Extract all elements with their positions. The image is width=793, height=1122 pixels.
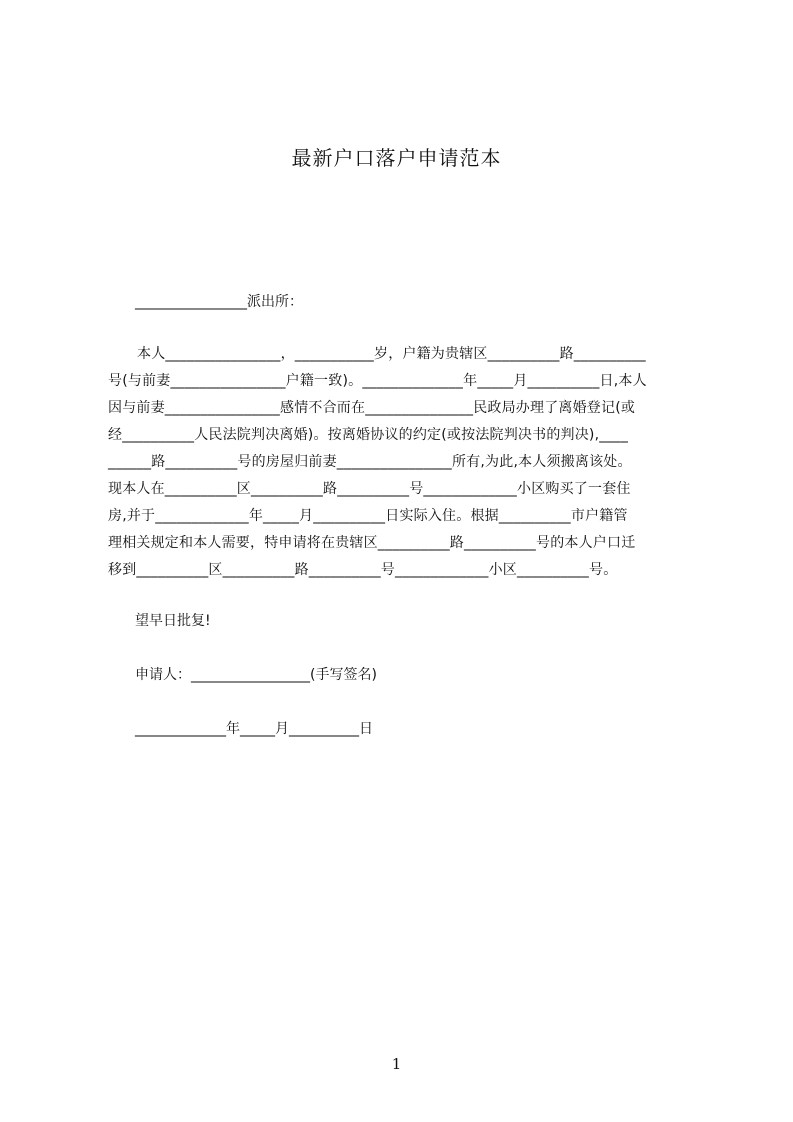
document-title: 最新户口落户申请范本	[291, 146, 502, 170]
closing-line: 望早日批复!	[135, 613, 211, 629]
body-line-4: 经__________人民法院判决离婚)。按离婚协议的约定(或按法院判决书的判决),____	[108, 427, 629, 443]
signature-line: 申请人：_________________(手写签名)	[135, 667, 377, 683]
salutation-line: ________________派出所：	[135, 294, 303, 310]
body-line-3: 因与前妻________________感情不合而在_______________民政局办理了离婚登记(或	[108, 400, 636, 416]
body-line-6: 现本人在__________区__________路__________号_____________小区购买了一套住	[108, 481, 631, 497]
body-line-1: 本人________________，___________岁，户籍为贵辖区__________路__________	[137, 346, 646, 362]
body-line-2: 号(与前妻________________户籍一致)。______________年_____月__________日,本人	[108, 373, 647, 389]
body-line-9: 移到__________区__________路__________号_____________小区__________号。	[108, 562, 618, 578]
body-line-7: 房,并于_____________年_____月__________日实际入住。根据__________市户籍管	[108, 508, 628, 524]
date-line: _____________年_____月__________日	[135, 721, 373, 737]
body-line-5: ______路__________号的房屋归前妻________________所有,为此,本人须搬离该处。	[108, 454, 632, 470]
body-line-8: 理相关规定和本人需要，特申请将在贵辖区__________路__________号的本人户口迁	[108, 535, 636, 551]
page-number: 1	[391, 1055, 402, 1073]
